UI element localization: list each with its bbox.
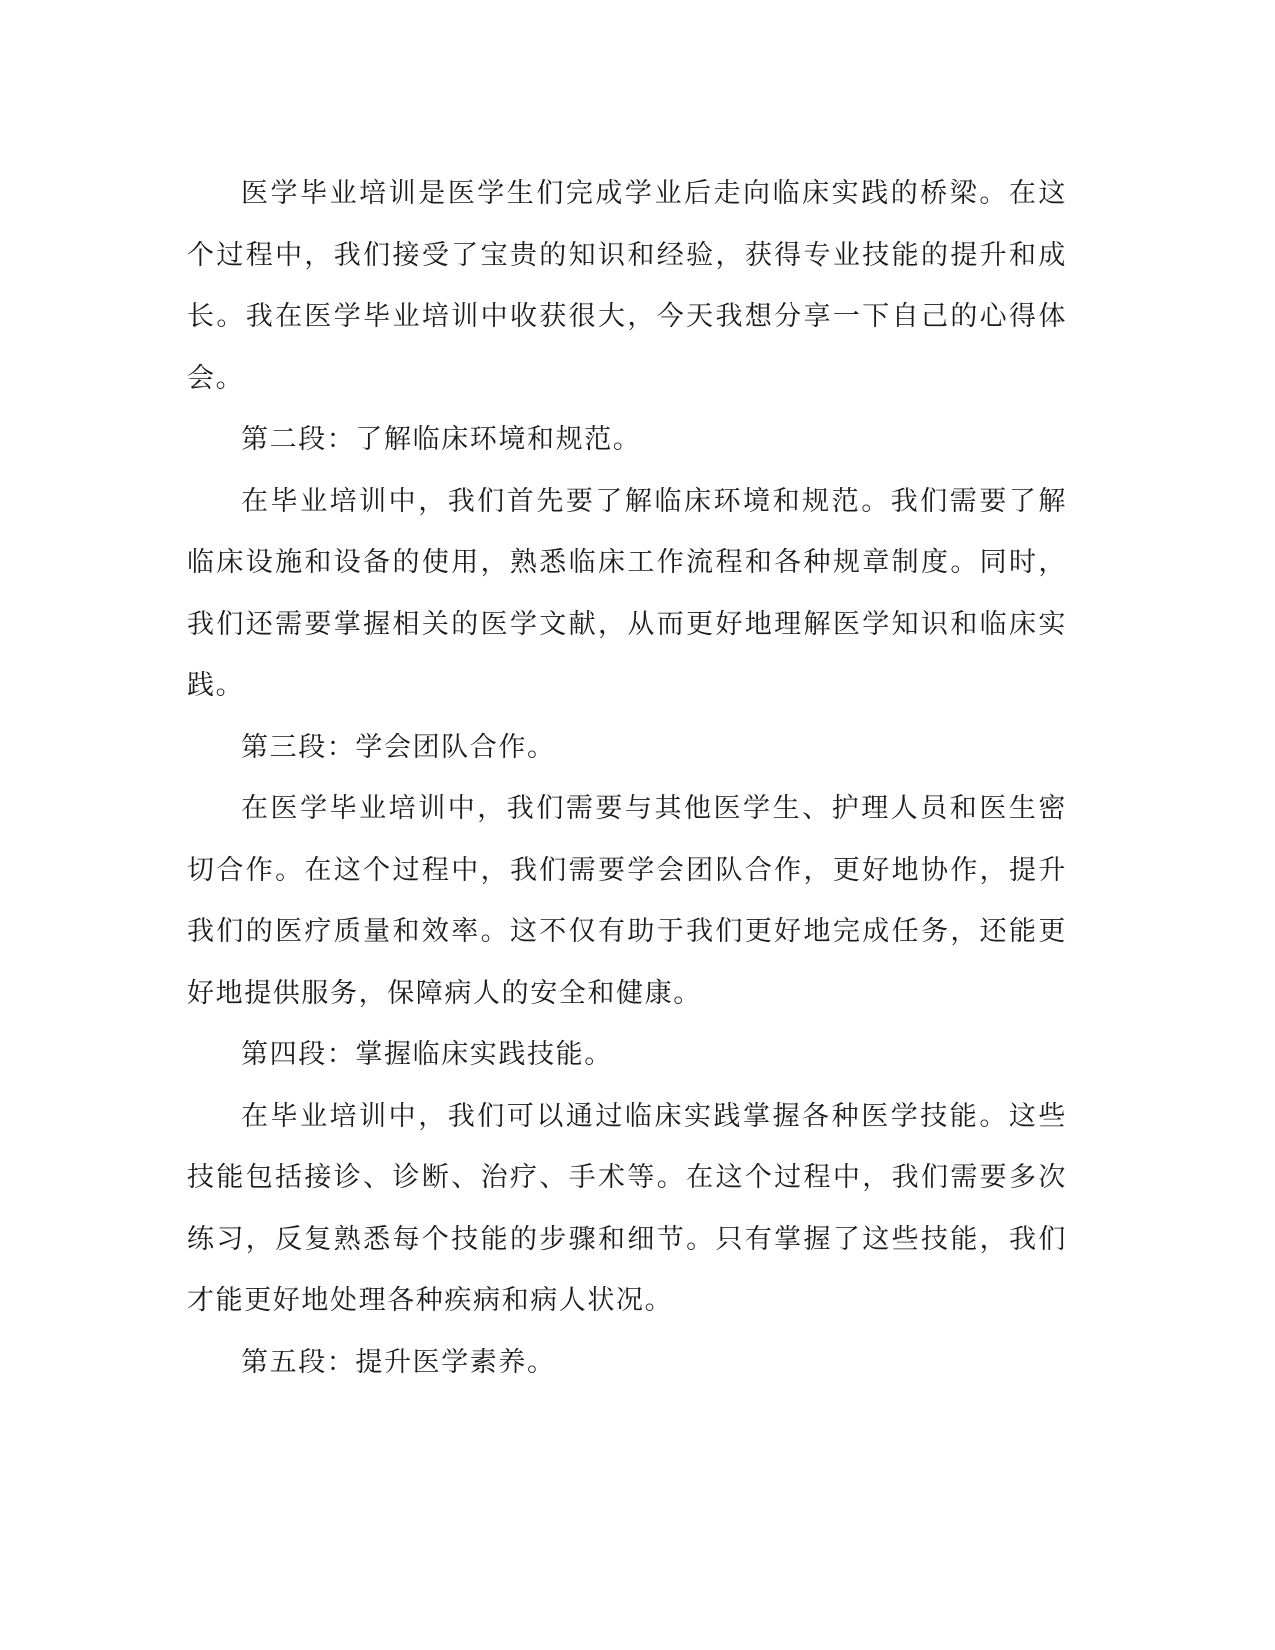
section-paragraph-2: 在毕业培训中，我们首先要了解临床环境和规范。我们需要了解临床设施和设备的使用，熟悉临床工作流程和各种规章制度。同时，我们还需要掌握相关的医学文献，从而更好地理解医学知识和临床实践。 <box>187 485 1067 701</box>
section-heading-4: 第四段：掌握临床实践技能。 <box>241 1039 613 1070</box>
section-paragraph-4: 在毕业培训中，我们可以通过临床实践掌握各种医学技能。这些技能包括接诊、诊断、治疗、手术等。在这个过程中，我们需要多次练习，反复熟悉每个技能的步骤和细节。只有掌握了这些技能，我们才能更好地处理各种疾病和病人状况。 <box>187 1100 1067 1316</box>
intro-paragraph: 医学毕业培训是医学生们完成学业后走向临床实践的桥梁。在这个过程中，我们接受了宝贵的知识和经验，获得专业技能的提升和成长。我在医学毕业培训中收获很大，今天我想分享一下自己的心得体会。 <box>187 178 1067 394</box>
document-body <box>187 163 1067 1393</box>
section-paragraph-3: 在医学毕业培训中，我们需要与其他医学生、护理人员和医生密切合作。在这个过程中，我们需要学会团队合作，更好地协作，提升我们的医疗质量和效率。这不仅有助于我们更好地完成任务，还能更好地提供服务，保障病人的安全和健康。 <box>187 793 1067 1009</box>
section-heading-3: 第三段：学会团队合作。 <box>241 731 556 763</box>
section-heading-2: 第二段：了解临床环境和规范。 <box>241 424 642 455</box>
section-heading-5: 第五段：提升医学素养。 <box>241 1346 556 1378</box>
